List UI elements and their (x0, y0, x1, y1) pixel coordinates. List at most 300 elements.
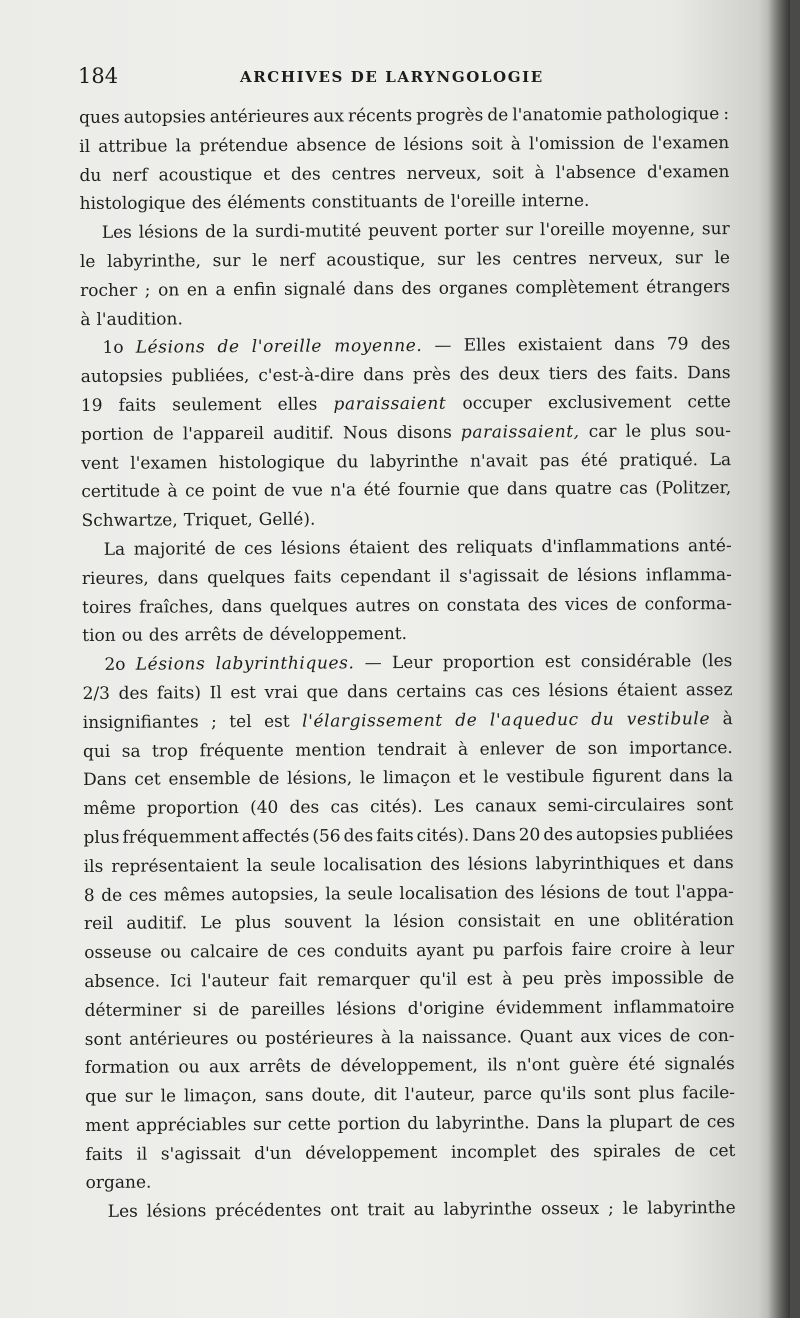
word: des (596, 363, 627, 385)
word: proportion (146, 798, 239, 819)
word: ayant (416, 940, 464, 962)
word: même (83, 798, 136, 820)
word: antérieures (129, 1028, 229, 1050)
word: formation (84, 1057, 170, 1079)
word: à (380, 1027, 392, 1048)
text-line (80, 244, 730, 277)
word: limaçon, (183, 1086, 258, 1107)
word: auditif. (126, 913, 188, 935)
word: l'omission (528, 133, 616, 155)
word: l'auteur (201, 970, 269, 992)
word: sur (701, 219, 730, 240)
word: tion (82, 626, 116, 647)
word: de (310, 1056, 332, 1077)
word: autres (355, 595, 411, 616)
word: le (252, 250, 268, 271)
word: appréciables (135, 1114, 247, 1136)
text-line (83, 705, 733, 738)
word: en (186, 279, 208, 301)
word: de (205, 222, 227, 243)
word: des (401, 278, 432, 299)
word: autopsies (575, 824, 658, 845)
word: l'oreille (539, 219, 605, 241)
page-edge-shadow (768, 0, 790, 1318)
word: 2o (104, 654, 126, 675)
word: progrès (416, 105, 484, 126)
word: la (232, 222, 249, 243)
word: vices (618, 1025, 662, 1047)
word: dans (614, 334, 655, 356)
word: d'inflammations (541, 536, 680, 558)
word: reliquats (456, 537, 533, 558)
text-line (79, 129, 729, 162)
word: peuvent (368, 221, 438, 242)
word: lésions (336, 998, 397, 1020)
word: été (580, 450, 608, 471)
word: majorité (133, 539, 207, 560)
word: plupart (608, 1112, 673, 1133)
word: assez (685, 679, 733, 701)
word: précédentes (215, 1200, 322, 1222)
word: vestibule (506, 767, 585, 788)
word: sont (84, 1029, 122, 1050)
word: autopsies (80, 366, 163, 388)
word: Elles (463, 335, 506, 357)
word: parfois (503, 940, 564, 961)
word: que (85, 1086, 118, 1108)
word: tel (229, 711, 252, 732)
word: osseux (540, 1199, 600, 1220)
word: 2/3 (82, 683, 111, 704)
word: aux (208, 1057, 240, 1078)
word: portion (80, 424, 144, 445)
word: 79 (666, 334, 689, 355)
word: nerveux, (406, 163, 482, 184)
word: labyrinthe (443, 1199, 533, 1221)
word: car (588, 421, 617, 442)
word: guère (568, 1055, 620, 1076)
word: est (264, 711, 290, 732)
word: mention (295, 739, 366, 761)
word: ce (185, 481, 205, 502)
word: de (623, 133, 645, 154)
text-line (84, 964, 734, 997)
word: sur (212, 251, 241, 272)
word: ont (330, 1200, 359, 1221)
word: ment (85, 1115, 130, 1136)
word: histologique (79, 193, 186, 215)
word: La (103, 539, 126, 560)
word: le (359, 768, 376, 789)
text-line (79, 158, 729, 191)
text-line (84, 906, 734, 939)
word: la (398, 1027, 415, 1048)
word: des (118, 683, 149, 704)
word: auditif. (273, 423, 334, 444)
word: de (214, 539, 236, 560)
word: ils (487, 1055, 507, 1076)
word: des (191, 193, 222, 214)
word: d'origine (407, 998, 485, 1019)
word: enfin (233, 279, 277, 300)
word: seule (270, 855, 316, 876)
word: de (267, 941, 289, 962)
word: labyrinthiques. (215, 653, 355, 675)
word: mêmes (163, 884, 225, 906)
word: l'oreille (251, 336, 323, 358)
word: attribue (98, 136, 168, 157)
word: de (242, 625, 264, 646)
word: dans (668, 766, 710, 787)
word: des (543, 824, 574, 846)
word: consistait (457, 911, 541, 933)
text-line (82, 618, 732, 651)
word: de (455, 710, 478, 731)
word: proportion (442, 652, 535, 673)
word: lésions (146, 1201, 207, 1222)
text-line (83, 791, 733, 824)
word: fraîches, (139, 596, 214, 618)
word: vestibule (626, 708, 711, 730)
text-line (80, 330, 730, 363)
word: tout (634, 881, 670, 903)
word: centres (512, 248, 577, 270)
word: quelques (269, 595, 348, 617)
word: complètement (515, 277, 639, 299)
word: lésions (548, 680, 609, 702)
word: facile- (682, 1083, 736, 1104)
word: lésions, (287, 768, 353, 790)
word: insignifiantes (82, 712, 199, 733)
word: localisation (399, 882, 498, 904)
word: de (217, 337, 240, 358)
word: développement (305, 1142, 438, 1164)
word: la (364, 912, 381, 933)
word: pratiqué. (619, 449, 699, 471)
word: constituants (311, 192, 418, 213)
word: à (510, 134, 521, 155)
word: Lésions (135, 654, 206, 675)
word: signalés (664, 1054, 735, 1075)
word: inflammatoire (613, 996, 735, 1018)
word: sur (505, 220, 534, 241)
word: parce (483, 1084, 533, 1105)
word: portion (337, 1113, 401, 1135)
word: et (458, 767, 476, 789)
word: que (306, 682, 339, 703)
word: de (258, 769, 280, 790)
word: vrai (264, 682, 298, 703)
word: tendrait (377, 739, 447, 760)
word: Nous (342, 422, 388, 444)
word: si (192, 999, 207, 1021)
word: de (606, 882, 628, 903)
word: rieures, (81, 568, 149, 589)
word: étrangers (646, 276, 731, 298)
word: cependant (340, 566, 431, 588)
word: l'examen (652, 132, 730, 154)
word: exclusivement (547, 392, 672, 414)
word: — (434, 336, 452, 357)
word: près (412, 364, 451, 386)
word: son (587, 738, 618, 759)
word: reil (83, 914, 114, 935)
word: labyrinthiques (535, 853, 660, 874)
word: à (502, 969, 513, 990)
word: disons (396, 422, 452, 443)
word: le (714, 248, 731, 269)
text-line (80, 273, 730, 306)
word: plus (638, 1083, 675, 1104)
word: récents (347, 105, 413, 127)
word: l'audition. (96, 308, 183, 330)
text-line (80, 302, 730, 335)
word: nerf (112, 165, 148, 186)
word: elles (277, 394, 318, 415)
word: labyrinthe (647, 1198, 736, 1219)
word: cette (687, 391, 731, 413)
page-number: 184 (78, 64, 119, 88)
word: 19 (80, 395, 103, 416)
word: croire (620, 939, 673, 960)
word: con- (698, 1025, 735, 1046)
word: doute, (311, 1085, 366, 1106)
word: lésions (540, 882, 601, 903)
word: il (439, 566, 451, 587)
word: : (723, 104, 730, 125)
word: des (430, 854, 460, 875)
word: au (413, 1200, 435, 1221)
word: tiers (548, 364, 588, 385)
word: lésions (577, 565, 638, 586)
word: vices (564, 594, 609, 615)
word: toires (82, 597, 132, 618)
word: de (713, 967, 735, 989)
word: l'élargissement (302, 710, 443, 732)
word: osseuse (84, 942, 152, 964)
word: Leur (391, 652, 433, 674)
word: cas (474, 681, 504, 702)
word: publiées, (171, 366, 250, 387)
word: Dans (687, 363, 731, 384)
word: (40 (250, 797, 279, 819)
word: souvent (284, 912, 352, 934)
word: on (417, 595, 440, 616)
word: limaçon (382, 768, 451, 789)
word: impossible (611, 968, 704, 989)
word: Lésions (135, 337, 206, 359)
word: Le (200, 913, 222, 934)
word: du (79, 165, 102, 186)
word: cités). (416, 825, 470, 846)
word: (56 (312, 826, 341, 847)
word: enlever (479, 738, 544, 760)
word: faits. (635, 363, 679, 384)
word: que (467, 479, 500, 500)
word: remarquer (316, 969, 410, 991)
text-line (83, 676, 733, 709)
word: faits (85, 1144, 123, 1165)
word: ou (178, 1057, 200, 1078)
word: soit (471, 134, 503, 155)
word: lésion (393, 912, 445, 933)
word: lésions (280, 538, 341, 559)
word: des (527, 594, 558, 615)
word: ; (144, 280, 151, 301)
word: la (246, 855, 263, 876)
word: Triquet, (183, 510, 253, 531)
word: sans (264, 1085, 304, 1106)
word: l'auteur, (404, 1084, 476, 1106)
word: autopsies, (231, 884, 319, 905)
word: constata (446, 594, 521, 616)
word: des (290, 164, 321, 185)
text-line (82, 590, 732, 623)
word: de (374, 134, 396, 155)
text-line (83, 820, 733, 853)
text-line (84, 849, 734, 882)
word: évidemment (495, 997, 603, 1019)
word: cette (287, 1114, 332, 1135)
word: La (709, 449, 732, 470)
text-line (81, 388, 731, 421)
word: la (325, 883, 342, 905)
word: antérieures (209, 106, 310, 128)
word: est (466, 969, 493, 990)
word: moyenne, (611, 219, 696, 240)
word: ces (511, 681, 541, 702)
word: fait (278, 970, 308, 991)
word: seule (347, 883, 393, 904)
word: lésions (403, 134, 464, 155)
word: des (459, 364, 490, 385)
word: soit (492, 162, 524, 184)
word: (Politzer, (655, 478, 732, 499)
word: s'agissait (160, 1143, 241, 1165)
word: Dans (536, 1112, 580, 1134)
text-line (80, 215, 730, 248)
word: des (700, 334, 731, 355)
text-line (85, 1108, 735, 1141)
word: considérable (580, 651, 692, 673)
word: faits) (156, 683, 202, 704)
word: il (79, 136, 91, 157)
word: moyenne. (334, 336, 423, 357)
text-line (82, 532, 732, 565)
text-line (82, 561, 732, 594)
word: l'anatomie (512, 104, 603, 126)
word: rocher (80, 280, 138, 301)
word: l'oreille (450, 191, 516, 213)
word: qu'ils (539, 1084, 587, 1105)
word: (les (701, 651, 733, 672)
word: cas (330, 797, 359, 818)
word: histologique (218, 452, 326, 473)
word: le (160, 1086, 177, 1107)
word: interne. (521, 191, 590, 212)
word: arrêts (184, 625, 237, 646)
word: sou- (695, 420, 731, 442)
word: vue (292, 480, 323, 502)
word: localisation (323, 854, 423, 876)
word: incomplet (450, 1141, 537, 1163)
word: l'aqueduc (489, 709, 579, 731)
word: ques (79, 107, 120, 128)
word: ; (211, 711, 217, 732)
word: pu (472, 940, 495, 961)
text-line (85, 1050, 735, 1083)
word: trait (367, 1200, 405, 1221)
word: de (669, 1025, 691, 1046)
word: occuper (462, 393, 532, 414)
word: Les (433, 796, 465, 817)
word: le (622, 1198, 639, 1219)
word: absence. (84, 971, 161, 992)
word: conforma- (644, 593, 732, 615)
word: centres (331, 163, 396, 185)
word: trop (151, 740, 189, 762)
word: Dans (472, 825, 516, 846)
word: à (722, 708, 733, 729)
word: c'est-à-dire (258, 365, 355, 387)
word: on (158, 280, 180, 301)
word: ces (244, 538, 273, 559)
word: de (547, 565, 569, 586)
word: et (667, 853, 685, 874)
word: pathologique (606, 104, 720, 125)
word: d'un (254, 1143, 292, 1164)
word: l'examen (130, 452, 208, 474)
word: la (175, 136, 192, 157)
word: à (457, 739, 469, 760)
word: conduits (333, 941, 408, 962)
word: ces (706, 1111, 736, 1133)
word: a (215, 279, 226, 300)
word: à (680, 939, 691, 960)
word: de (152, 424, 174, 445)
word: plus (234, 913, 272, 934)
word: arrêts (248, 1056, 301, 1078)
word: n'ont (515, 1055, 560, 1076)
word: leur (699, 939, 735, 960)
word: de (263, 481, 285, 502)
word: labyrinthe. (435, 1113, 530, 1134)
word: de (423, 192, 445, 213)
word: développement. (269, 624, 408, 646)
word: de (555, 738, 577, 759)
word: importance. (629, 737, 733, 759)
word: s'agissait (459, 565, 539, 587)
word: existaient (517, 335, 603, 356)
word: fournie (397, 480, 461, 501)
word: aux (313, 106, 344, 127)
word: sont (696, 795, 734, 816)
word: point (212, 481, 257, 502)
word: 8 (83, 885, 95, 906)
word: dit (373, 1085, 397, 1106)
word: sa (121, 741, 141, 762)
word: faits (118, 395, 157, 416)
word: organe. (85, 1173, 152, 1194)
text-line (83, 762, 733, 795)
word: Il (209, 683, 222, 704)
text-line (85, 1022, 735, 1055)
word: deux (498, 364, 540, 385)
word: des (289, 797, 320, 818)
word: calcaire (190, 942, 259, 963)
word: des (549, 1141, 580, 1162)
word: ou (160, 942, 182, 963)
